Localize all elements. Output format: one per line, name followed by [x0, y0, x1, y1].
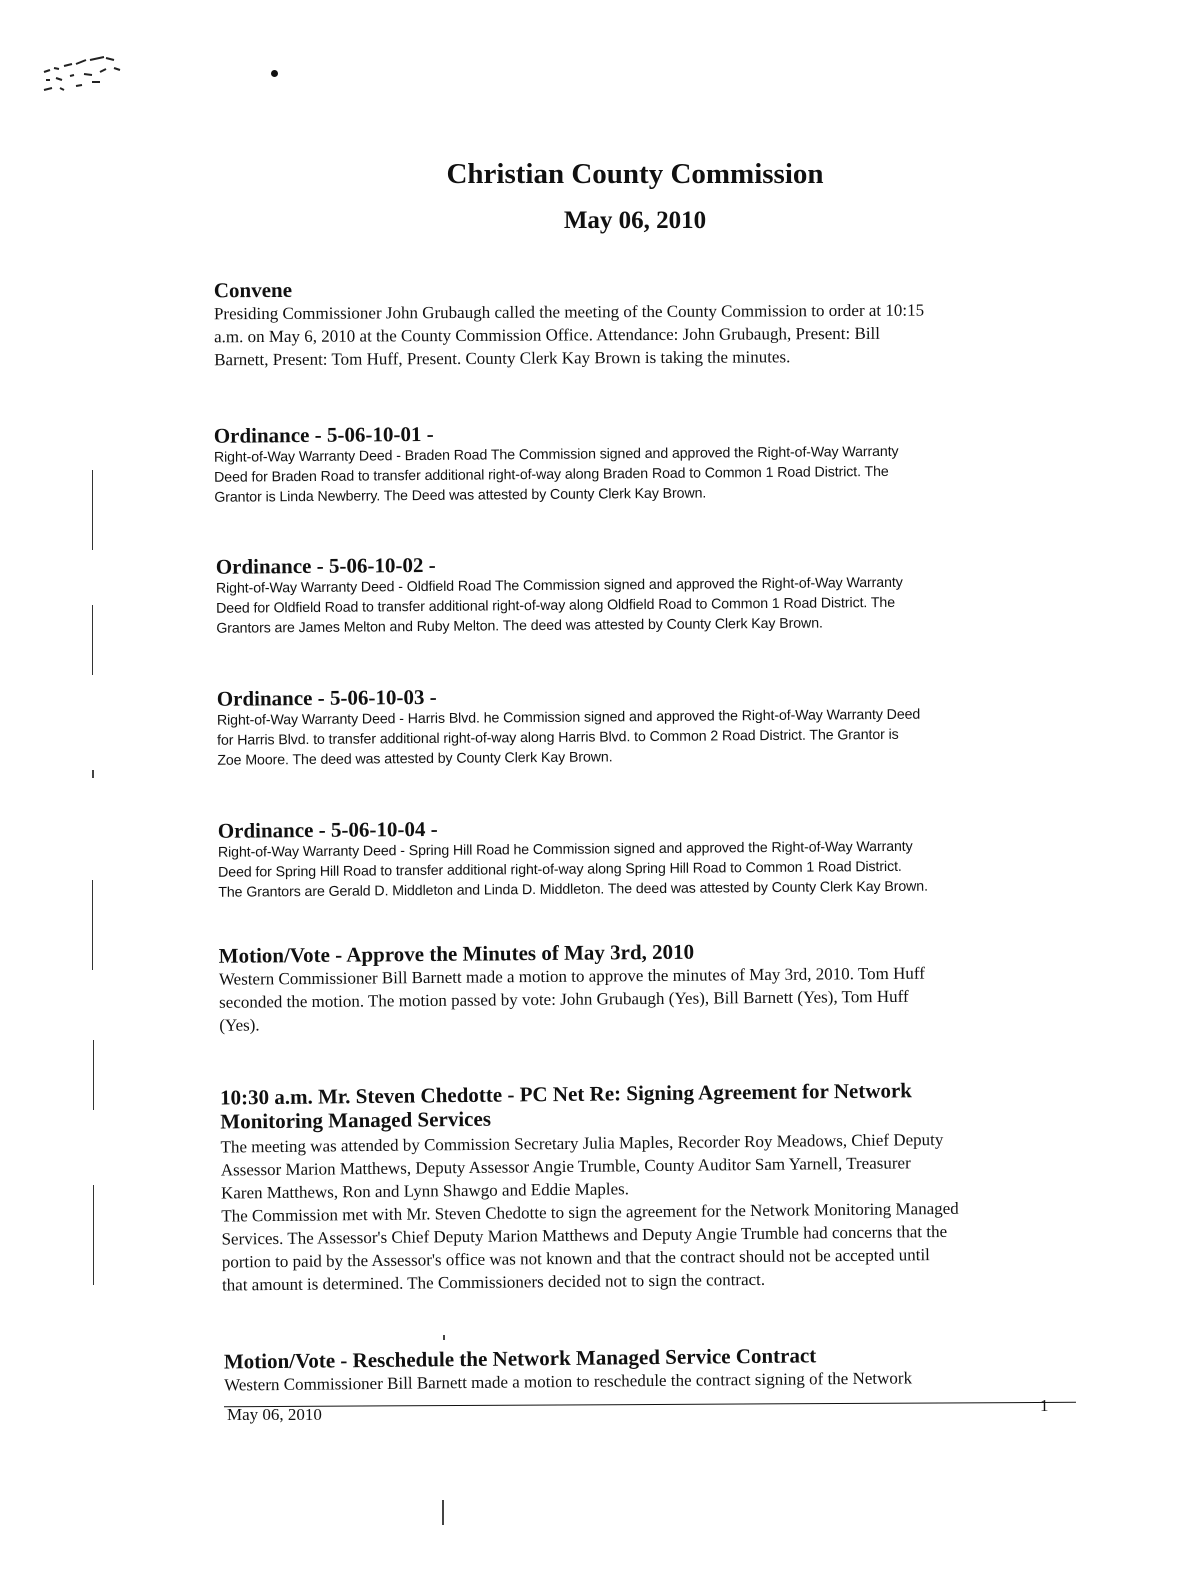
body-line: Assessor Marion Matthews, Deputy Assessor Angie Trumble, County Auditor Sam Yarnell, Treasurer — [220, 1153, 911, 1180]
section-motion-reschedule — [224, 1340, 1094, 1396]
body-line: (Yes). — [219, 1015, 260, 1035]
section-ordinance-04 — [218, 811, 1089, 903]
section-heading: 10:30 a.m. Mr. Steven Chedotte - PC Net Re: Signing Agreement for Network — [219, 1078, 913, 1110]
footer-rule — [224, 1402, 1076, 1407]
body-line: seconded the motion. The motion passed by vote: John Grubaugh (Yes), Bill Barnett (Yes), Tom Huff — [219, 986, 909, 1012]
page-number: 1 — [1040, 1396, 1049, 1415]
section-ordinance-01 — [214, 416, 1085, 508]
page-date: May 06, 2010 — [563, 207, 707, 234]
section-ordinance-03 — [217, 679, 1088, 771]
scan-smudge-icon — [40, 50, 130, 100]
margin-line — [92, 880, 93, 970]
footer-date: May 06, 2010 — [227, 1405, 322, 1424]
margin-line — [92, 605, 93, 675]
body-line: The Grantors are Gerald D. Middleton and Linda D. Middleton. The deed was attested by County Clerk Kay Brown. — [218, 878, 928, 901]
section-heading: Motion/Vote - Reschedule the Network Managed Service Contract — [223, 1343, 817, 1374]
section-heading: Motion/Vote - Approve the Minutes of May 3rd, 2010 — [218, 939, 695, 968]
margin-line — [93, 1040, 94, 1110]
body-line: Zoe Moore. The deed was attested by County Clerk Kay Brown. — [217, 749, 613, 769]
section-heading: Convene — [213, 277, 293, 303]
scan-dot — [271, 70, 278, 77]
section-heading: Ordinance - 5-06-10-02 - — [215, 552, 436, 579]
scan-speck — [443, 1335, 445, 1340]
body-line: Karen Matthews, Ron and Lynn Shawgo and Eddie Maples. — [220, 1179, 630, 1203]
section-pc-net-agreement — [220, 1076, 1092, 1296]
body-line: Western Commissioner Bill Barnett made a motion to reschedule the contract signing of the Network — [224, 1368, 913, 1395]
body-line: a.m. on May 6, 2010 at the County Commission Office. Attendance: John Grubaugh, Present: Bill — [214, 323, 881, 347]
body-line: that amount is determined. The Commissioners decided not to sign the contract. — [221, 1269, 766, 1295]
body-line: The Commission met with Mr. Steven Chedotte to sign the agreement for the Network Monitoring Managed — [221, 1198, 959, 1226]
body-line: Barnett, Present: Tom Huff, Present. County Clerk Kay Brown is taking the minutes. — [214, 347, 791, 370]
body-line: Presiding Commissioner John Grubaugh called the meeting of the County Commission to order at 10:15 — [213, 300, 925, 324]
section-heading: Ordinance - 5-06-10-04 - — [217, 816, 438, 843]
section-motion-approve-minutes — [219, 936, 1090, 1037]
body-line: Grantors are James Melton and Ruby Melton. The deed was attested by County Clerk Kay Brown. — [216, 615, 823, 637]
body-line: Deed for Oldfield Road to transfer additional right-of-way along Oldfield Road to Common 1 Road District. The — [216, 594, 896, 617]
section-heading: Ordinance - 5-06-10-01 - — [213, 421, 434, 448]
body-line: Services. The Assessor's Chief Deputy Marion Matthews and Deputy Angie Trumble had concerns that the — [221, 1221, 948, 1249]
body-line: Deed for Spring Hill Road to transfer additional right-of-way along Spring Hill Road to Common 1 Road District. — [218, 858, 902, 881]
scan-speck — [442, 1500, 444, 1525]
section-convene — [214, 274, 1084, 372]
body-line: portion to paid by the Assessor's office was not known and that the contract should not be accepted until — [221, 1245, 930, 1272]
page-title: Christian County Commission — [446, 158, 824, 190]
section-heading: Ordinance - 5-06-10-03 - — [216, 684, 437, 711]
body-line: The meeting was attended by Commission Secretary Julia Maples, Recorder Roy Meadows, Chief Deputy — [220, 1129, 944, 1157]
margin-line — [92, 470, 93, 550]
body-line: for Harris Blvd. to transfer additional right-of-way along Harris Blvd. to Common 2 Road District. The Grantor is — [217, 726, 899, 749]
body-line: Right-of-Way Warranty Deed - Oldfield Road The Commission signed and approved the Right-of-Way Warranty — [215, 574, 903, 597]
body-line: Right-of-Way Warranty Deed - Spring Hill Road he Commission signed and approved the Right-of-Way Warranty — [217, 838, 913, 861]
section-ordinance-02 — [216, 547, 1087, 639]
body-line: Grantor is Linda Newberry. The Deed was attested by County Clerk Kay Brown. — [214, 485, 707, 506]
body-line: Deed for Braden Road to transfer additional right-of-way along Braden Road to Common 1 Road District. The — [214, 463, 889, 486]
body-line: Right-of-Way Warranty Deed - Braden Road The Commission signed and approved the Right-of-Way Warranty — [213, 443, 899, 466]
scan-speck — [92, 770, 94, 778]
margin-line — [93, 1185, 94, 1285]
section-heading: Monitoring Managed Services — [220, 1106, 492, 1134]
body-line: Western Commissioner Bill Barnett made a motion to approve the minutes of May 3rd, 2010. Tom Huff — [218, 963, 925, 989]
body-line: Right-of-Way Warranty Deed - Harris Blvd. he Commission signed and approved the Right-of-Way Warranty Deed — [216, 706, 921, 729]
